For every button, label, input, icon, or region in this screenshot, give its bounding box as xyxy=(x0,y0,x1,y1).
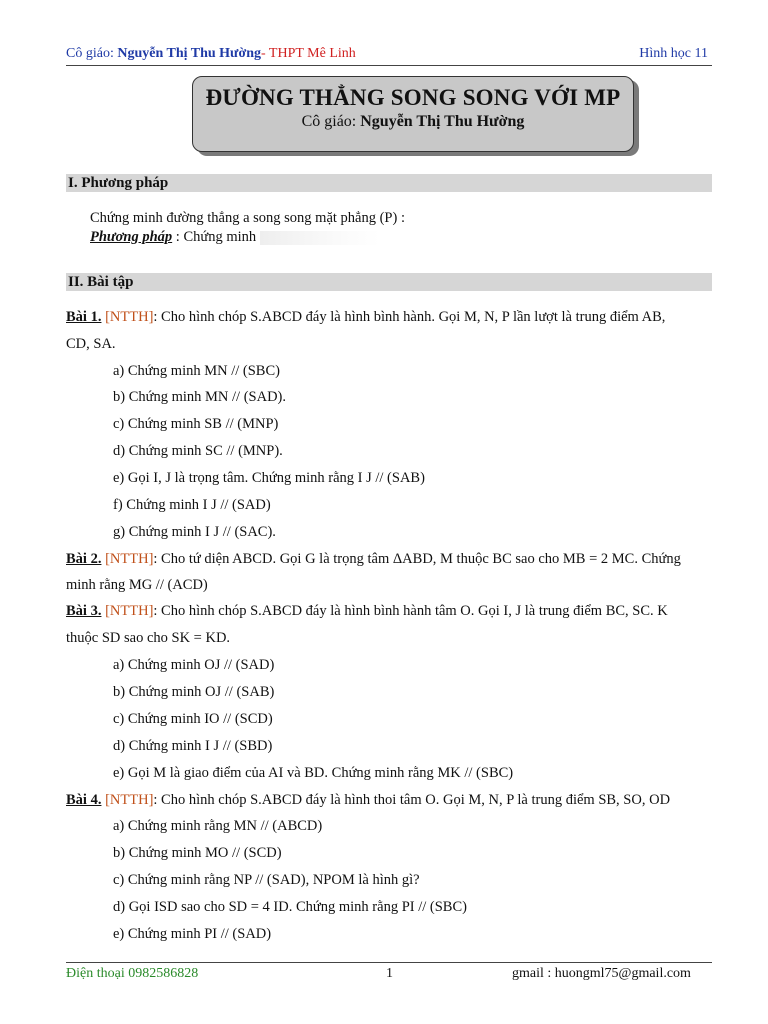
exercise-3-tag: [NTTH] xyxy=(105,603,154,619)
exercise-3-line1 xyxy=(66,603,668,620)
header-rule xyxy=(66,65,712,66)
footer-page-number: 1 xyxy=(386,966,393,981)
header-school: - THPT Mê Linh xyxy=(261,46,356,61)
exercise-1-item: c) Chứng minh SB // (MNP) xyxy=(113,416,279,432)
exercise-3-item: d) Chứng minh I J // (SBD) xyxy=(113,738,273,754)
exercise-3-item: a) Chứng minh OJ // (SAD) xyxy=(113,657,275,673)
exercise-4-item: d) Gọi ISD sao cho SD = 4 ID. Chứng minh rằng PI // (SBC) xyxy=(113,899,467,915)
header-teacher-label: Cô giáo: xyxy=(66,46,118,61)
exercise-2-label: Bài 2. xyxy=(66,551,102,567)
exercise-2-line2: minh rằng MG // (ACD) xyxy=(66,577,208,593)
exercise-4-label: Bài 4. xyxy=(66,792,102,808)
header-teacher-name: Nguyễn Thị Thu Hường xyxy=(117,46,261,61)
exercise-4-item: c) Chứng minh rằng NP // (SAD), NPOM là hình gì? xyxy=(113,872,420,888)
header-subject: Hình học 11 xyxy=(639,46,708,61)
title-box xyxy=(192,76,634,152)
exercise-3-label: Bài 3. xyxy=(66,603,102,619)
exercise-3-item: c) Chứng minh IO // (SCD) xyxy=(113,711,273,727)
page-title: ĐƯỜNG THẲNG SONG SONG VỚI MP xyxy=(205,85,621,110)
exercise-1-item: g) Chứng minh I J // (SAC). xyxy=(113,524,276,540)
exercise-4-tag: [NTTH] xyxy=(105,792,154,808)
exercise-1-item: f) Chứng minh I J // (SAD) xyxy=(113,497,271,513)
pp-text: Chứng minh xyxy=(183,229,257,245)
title-sub-name: Nguyễn Thị Thu Hường xyxy=(360,113,525,130)
exercise-1-tag: [NTTH] xyxy=(105,309,154,325)
exercise-2-text: : Cho tứ diện ABCD. Gọi G là trọng tâm ΔABD, M thuộc BC sao cho MB = 2 MC. Chứng xyxy=(153,551,681,567)
section-heading-methods: I. Phương pháp xyxy=(66,174,712,192)
exercise-2-tag: [NTTH] xyxy=(105,551,154,567)
exercise-1-item: d) Chứng minh SC // (MNP). xyxy=(113,443,283,459)
exercise-4-item: b) Chứng minh MO // (SCD) xyxy=(113,845,282,861)
exercise-3-item: e) Gọi M là giao điểm của AI và BD. Chứng minh rằng MK // (SBC) xyxy=(113,765,514,781)
exercise-2-line1 xyxy=(66,551,681,568)
title-sub-label: Cô giáo: xyxy=(301,113,361,130)
exercise-1-item: b) Chứng minh MN // (SAD). xyxy=(113,389,287,405)
exercise-3-item: b) Chứng minh OJ // (SAB) xyxy=(113,684,275,700)
section-heading-exercises: II. Bài tập xyxy=(66,273,712,291)
exercise-4-item: e) Chứng minh PI // (SAD) xyxy=(113,926,272,942)
formula-image xyxy=(260,231,380,245)
exercise-4-item: a) Chứng minh rằng MN // (ABCD) xyxy=(113,818,323,834)
methods-pp-line xyxy=(90,229,380,246)
exercise-1-label: Bài 1. xyxy=(66,309,102,325)
pp-label: Phương pháp xyxy=(90,229,173,245)
exercise-1-item: a) Chứng minh MN // (SBC) xyxy=(113,363,280,379)
exercise-1-line2: CD, SA. xyxy=(66,336,116,352)
footer-email: gmail : huongml75@gmail.com xyxy=(512,966,691,981)
page-header xyxy=(66,46,712,62)
exercise-3-text: : Cho hình chóp S.ABCD đáy là hình bình hành tâm O. Gọi I, J là trung điểm BC, SC. K xyxy=(153,603,668,619)
methods-line: Chứng minh đường thẳng a song song mặt phẳng (P) : xyxy=(90,210,405,226)
footer-rule xyxy=(66,962,712,963)
pp-sep: : xyxy=(172,229,184,245)
exercise-3-line2: thuộc SD sao cho SK = KD. xyxy=(66,630,231,646)
title-subtitle xyxy=(193,113,633,131)
footer-phone: Điện thoại 0982586828 xyxy=(66,966,199,981)
exercise-4-text: : Cho hình chóp S.ABCD đáy là hình thoi tâm O. Gọi M, N, P là trung điểm SB, SO, OD xyxy=(153,792,671,808)
exercise-1-line1 xyxy=(66,309,665,326)
exercise-4-line1 xyxy=(66,792,670,809)
exercise-1-item: e) Gọi I, J là trọng tâm. Chứng minh rằng I J // (SAB) xyxy=(113,470,425,486)
exercise-1-text: : Cho hình chóp S.ABCD đáy là hình bình hành. Gọi M, N, P lần lượt là trung điểm AB, xyxy=(153,309,666,325)
